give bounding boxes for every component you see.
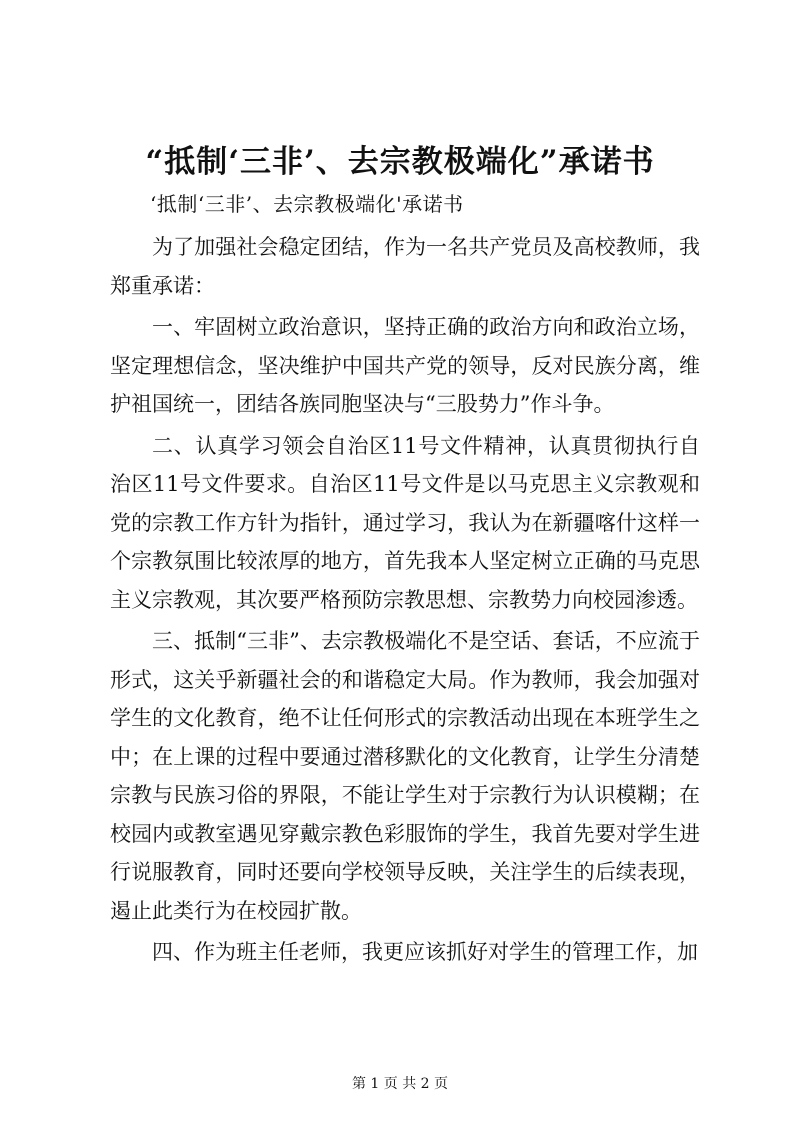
document-body <box>110 228 700 975</box>
document-title: “抵制‘三非’、去宗教极端化”承诺书 <box>145 144 655 180</box>
paragraph-4: 四、作为班主任老师，我更应该抓好对学生的管理工作，加 <box>152 940 698 964</box>
paragraph-1: 一、牢固树立政治意识，坚持正确的政治方向和政治立场，坚定理想信念，坚决维护中国共产党的领导，反对民族分离，维护祖国统一，团结各族同胞坚决与“三股势力”作斗争。 <box>110 315 700 416</box>
paragraph-3: 三、抵制“三非”、去宗教极端化不是空话、套话，不应流于形式，这关乎新疆社会的和谐稳定大局。作为教师，我会加强对学生的文化教育，绝不让任何形式的宗教活动出现在本班学生之中；在上课的过程中要通过潜移默化的文化教育，让学生分清楚宗教与民族习俗的界限，不能让学生对于宗教行为认识模糊；在校园内或教室遇见穿戴宗教色彩服饰的学生，我首先要对学生进行说服教育，同时还要向学校领导反映，关注学生的后续表现，遏止此类行为在校园扩散。 <box>110 629 700 923</box>
paragraph-2: 二、认真学习领会自治区11号文件精神，认真贯彻执行自治区11号文件要求。自治区11号文件是以马克思主义宗教观和党的宗教工作方针为指针，通过学习，我认为在新疆喀什这样一个宗教氛围比较浓厚的地方，首先我本人坚定树立正确的马克思主义宗教观，其次要严格预防宗教思想、宗教势力向校园渗透。 <box>110 433 700 612</box>
page-number-footer: 第 1 页 共 2 页 <box>351 1076 449 1092</box>
document-subtitle: ‘抵制‘三非’、去宗教极端化'承诺书 <box>150 192 464 216</box>
paragraph-intro: 为了加强社会稳定团结，作为一名共产党员及高校教师，我郑重承诺： <box>110 235 700 298</box>
